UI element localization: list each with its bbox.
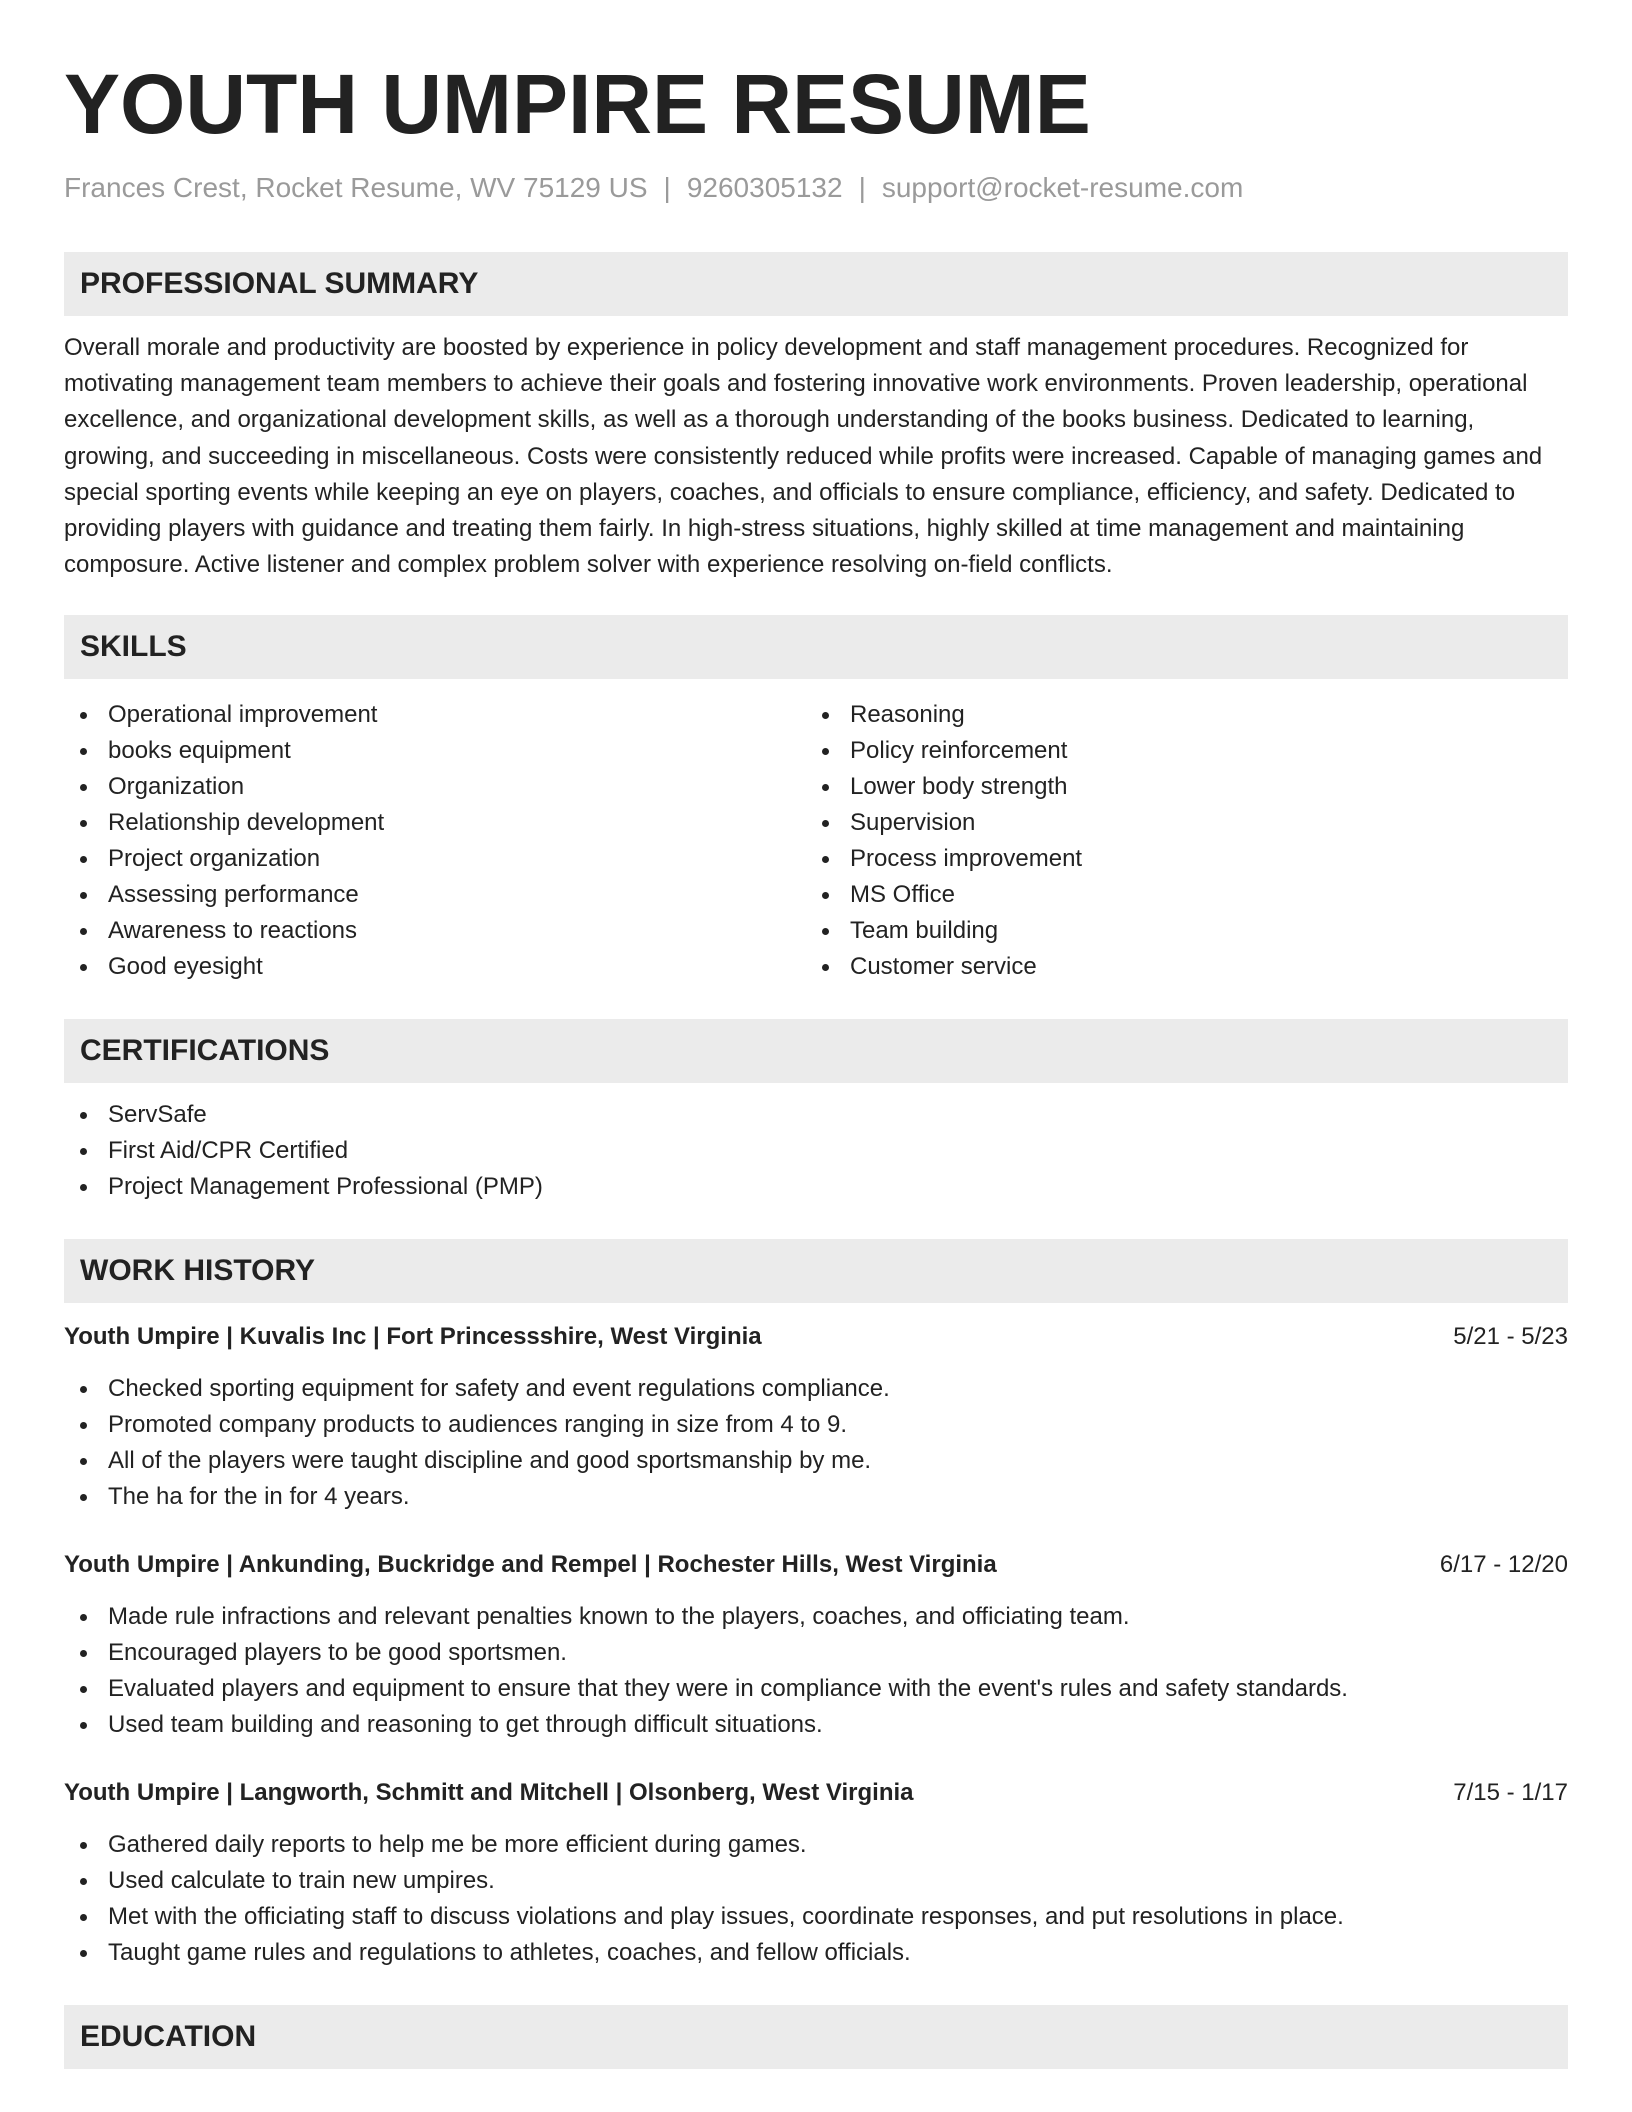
section-header-skills: SKILLS [64,615,1568,679]
skill-item: Good eyesight [64,949,806,985]
certification-item: ServSafe [64,1097,1568,1133]
job-entry [64,1547,1568,1743]
skill-item: Lower body strength [806,769,1548,805]
job-dates: 7/15 - 1/17 [1453,1779,1568,1807]
job-entry [64,1319,1568,1515]
skill-item: Process improvement [806,841,1548,877]
job-bullets [64,1827,1568,1971]
skill-item: Organization [64,769,806,805]
job-bullet: Evaluated players and equipment to ensure that they were in compliance with the event's rules and safety standards. [64,1671,1568,1707]
job-bullet: Used team building and reasoning to get through difficult situations. [64,1707,1568,1743]
job-header [64,1319,1568,1355]
contact-separator: | [858,172,866,203]
skills-list-left [64,697,806,985]
skills-list-right [806,697,1548,985]
skill-item: books equipment [64,733,806,769]
skills-grid [64,697,1568,985]
section-header-education: EDUCATION [64,2005,1568,2069]
skill-item: Relationship development [64,805,806,841]
skill-item: Supervision [806,805,1548,841]
job-bullet: Met with the officiating staff to discuss violations and play issues, coordinate responses, and put resolutions in place. [64,1899,1568,1935]
skill-item: MS Office [806,877,1548,913]
contact-line [64,172,1568,204]
job-bullet: Taught game rules and regulations to athletes, coaches, and fellow officials. [64,1935,1568,1971]
job-bullets [64,1599,1568,1743]
job-title: Youth Umpire | Kuvalis Inc | Fort Princessshire, West Virginia [64,1323,762,1351]
job-dates: 6/17 - 12/20 [1439,1551,1568,1579]
skill-item: Policy reinforcement [806,733,1548,769]
skill-item: Customer service [806,949,1548,985]
certifications-list [64,1097,1568,1205]
job-title: Youth Umpire | Langworth, Schmitt and Mitchell | Olsonberg, West Virginia [64,1779,914,1807]
job-bullet: Promoted company products to audiences ranging in size from 4 to 9. [64,1407,1568,1443]
resume-page [64,0,1568,2069]
job-bullet: Gathered daily reports to help me be more efficient during games. [64,1827,1568,1863]
section-header-summary: PROFESSIONAL SUMMARY [64,252,1568,316]
skill-item: Assessing performance [64,877,806,913]
skill-item: Reasoning [806,697,1548,733]
section-header-work-history: WORK HISTORY [64,1239,1568,1303]
skill-item: Awareness to reactions [64,913,806,949]
skill-item: Operational improvement [64,697,806,733]
skill-item: Project organization [64,841,806,877]
job-bullet: Encouraged players to be good sportsmen. [64,1635,1568,1671]
certification-item: First Aid/CPR Certified [64,1133,1568,1169]
summary-text: Overall morale and productivity are boosted by experience in policy development and staff management procedures. Recognized for motivating management team members to achieve their goals and fostering innovative work environments. Proven leadership, operational excellence, and organizational development skills, as well as a thorough understanding of the books business. Dedicated to learning, growing, and succeeding in miscellaneous. Costs were consistently reduced while profits were increased. Capable of managing games and special sporting events while keeping an eye on players, coaches, and officials to ensure compliance, efficiency, and safety. Dedicated to providing players with guidance and treating them fairly. In high-stress situations, highly skilled at time management and maintaining composure. Active listener and complex problem solver with experience resolving on-field conflicts. [64,334,1543,579]
contact-address: Frances Crest, Rocket Resume, WV 75129 US [64,172,648,203]
section-header-certifications: CERTIFICATIONS [64,1019,1568,1083]
certification-item: Project Management Professional (PMP) [64,1169,1568,1205]
job-bullet: Made rule infractions and relevant penalties known to the players, coaches, and officiating team. [64,1599,1568,1635]
job-bullets [64,1371,1568,1515]
contact-email[interactable]: support@rocket-resume.com [881,172,1244,203]
contact-separator: | [663,172,671,203]
resume-title: YOUTH UMPIRE RESUME [64,57,1091,151]
job-bullet: All of the players were taught discipline and good sportsmanship by me. [64,1443,1568,1479]
job-header [64,1547,1568,1583]
job-bullet: Used calculate to train new umpires. [64,1863,1568,1899]
contact-phone: 9260305132 [686,172,843,203]
job-bullet: The ha for the in for 4 years. [64,1479,1568,1515]
job-entry [64,1775,1568,1971]
job-dates: 5/21 - 5/23 [1453,1323,1568,1351]
skill-item: Team building [806,913,1548,949]
job-bullet: Checked sporting equipment for safety and event regulations compliance. [64,1371,1568,1407]
job-header [64,1775,1568,1811]
job-title: Youth Umpire | Ankunding, Buckridge and Rempel | Rochester Hills, West Virginia [64,1551,997,1579]
